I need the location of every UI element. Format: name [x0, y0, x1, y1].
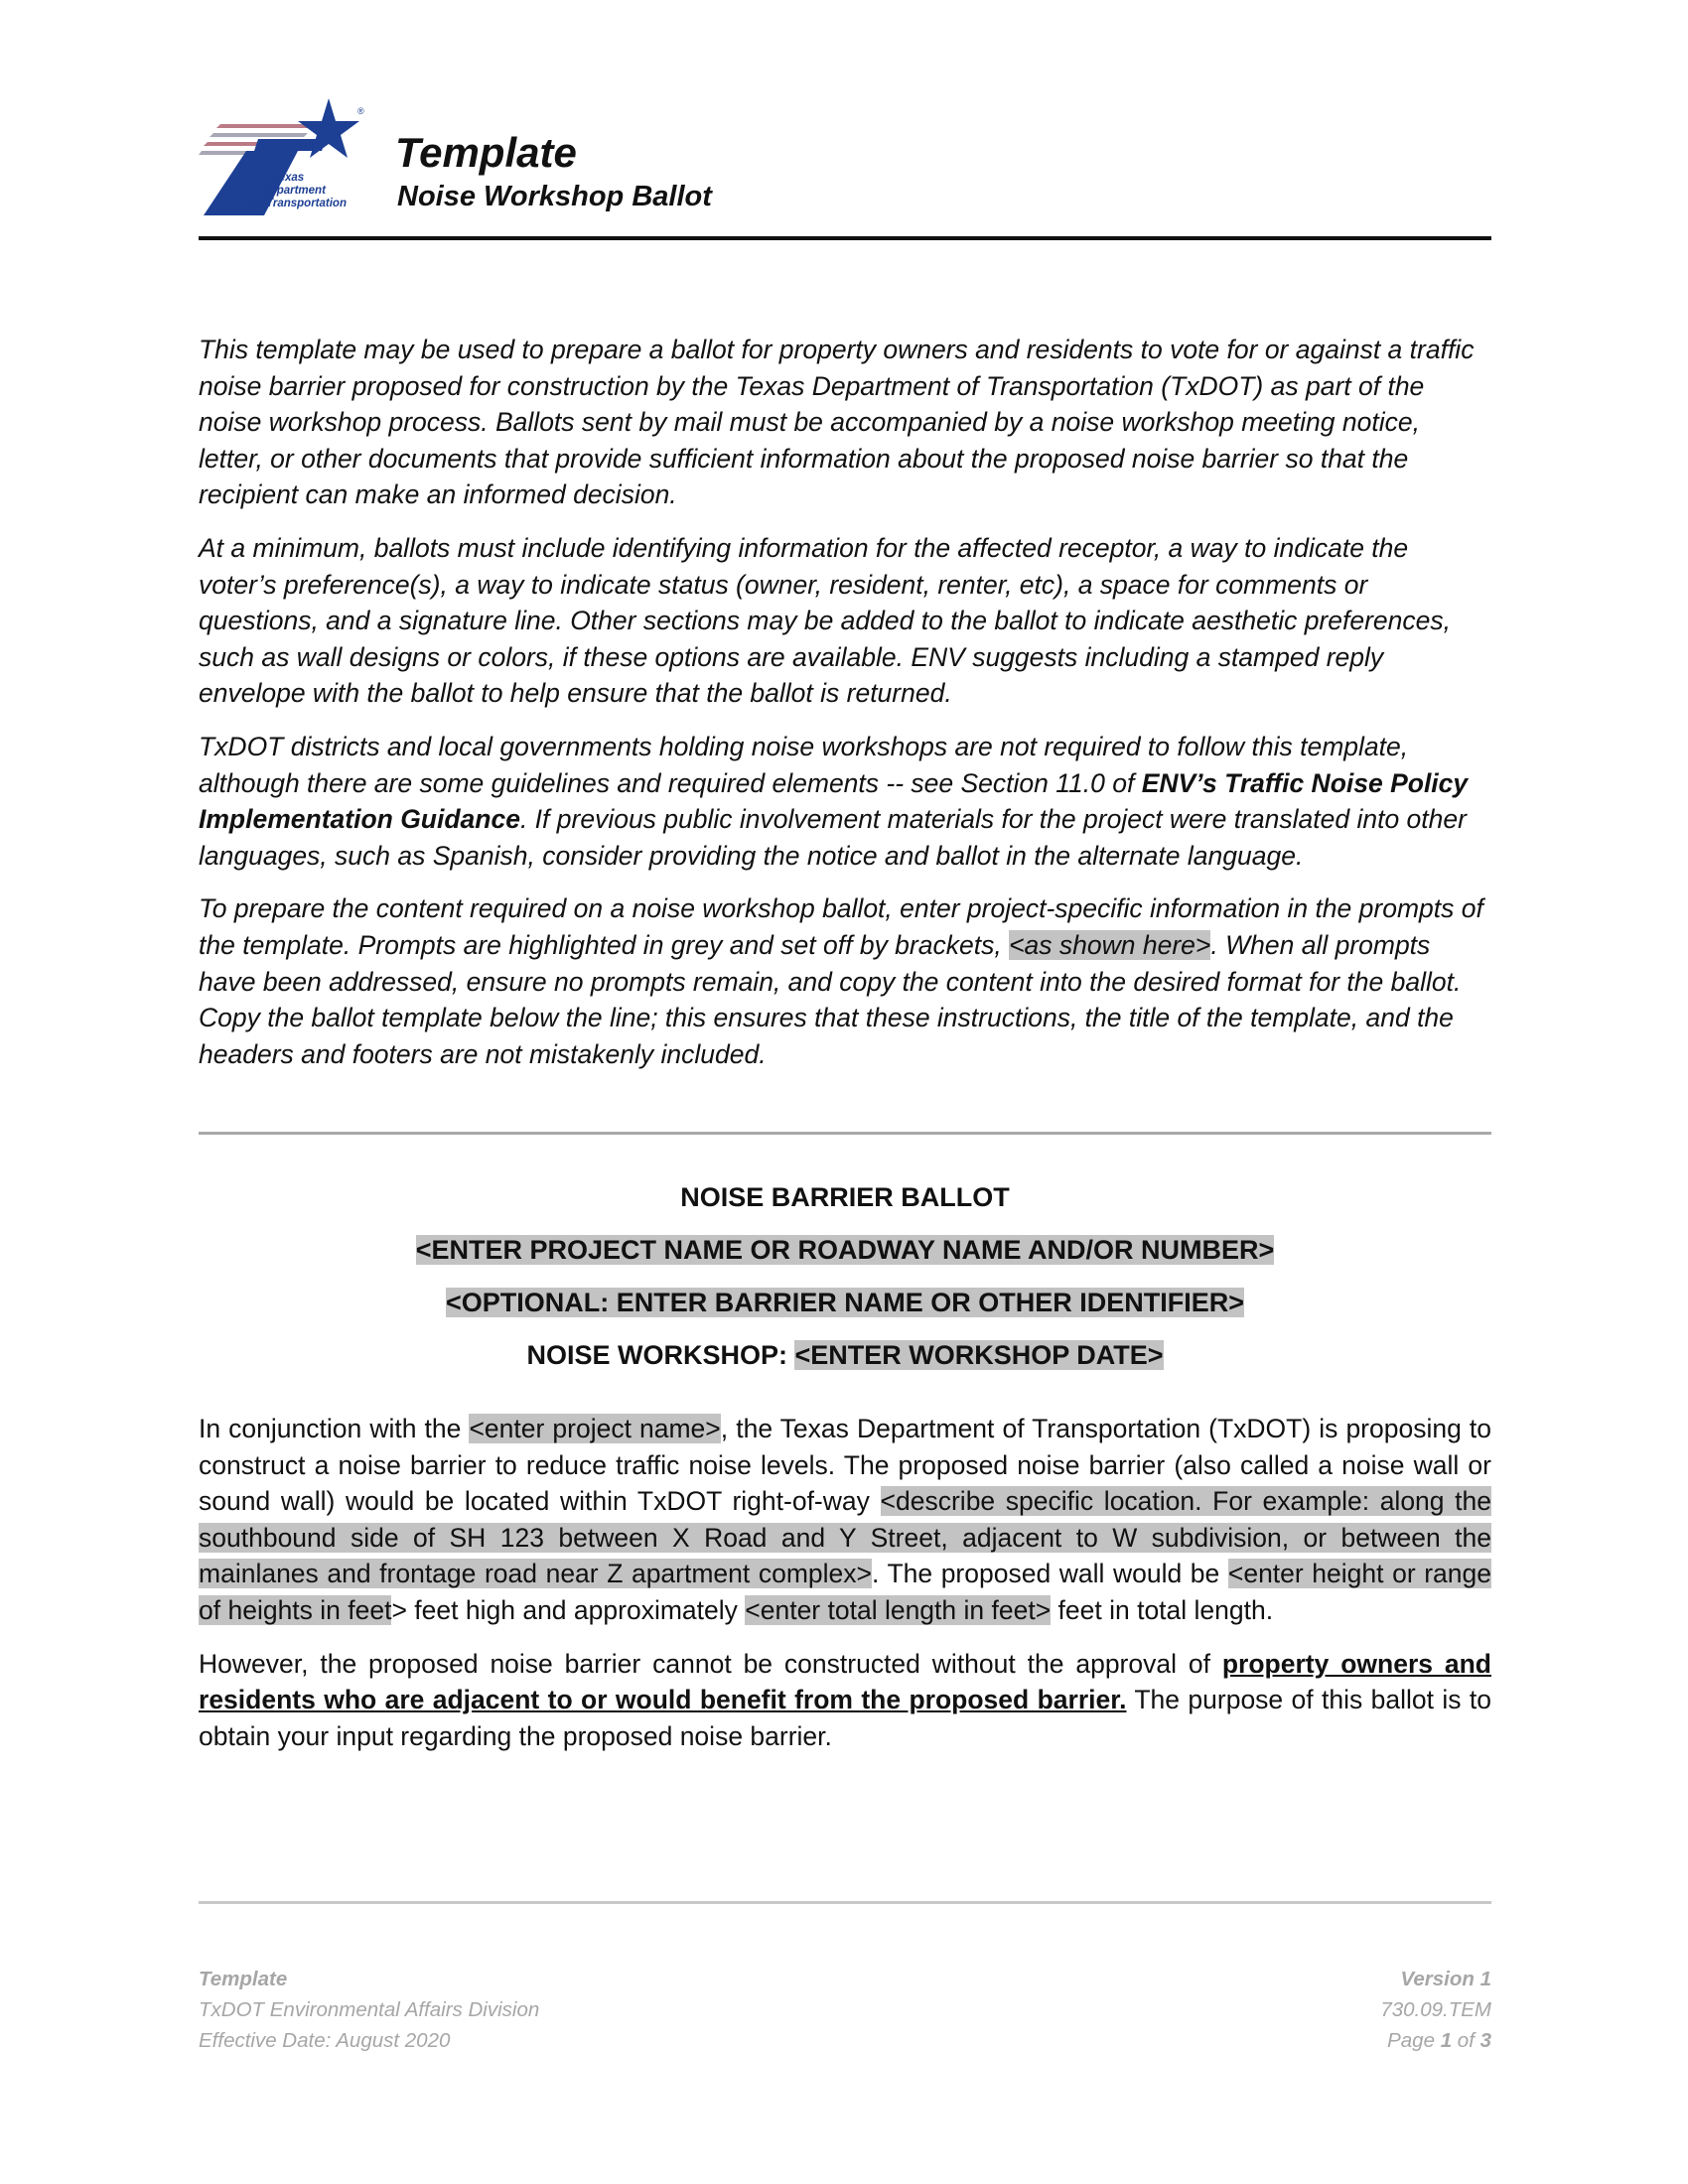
instructions-section [199, 332, 1491, 1089]
workshop-date-line [199, 1337, 1491, 1390]
text-run: > feet high and approximately [391, 1594, 746, 1625]
logo-text-line: Texas [272, 172, 305, 184]
prompt-text: <ENTER WORKSHOP DATE> [794, 1340, 1164, 1370]
logo-text-line: of Transportation [252, 198, 347, 209]
text-run: To prepare the content required on a noise workshop ballot, enter project-specific information in the prompts of the template. Prompts are highlighted in grey and set off by brackets, [199, 893, 1483, 960]
page-subtitle: Noise Workshop Ballot [397, 181, 712, 212]
footer-right [1380, 1964, 1491, 2056]
header-divider [199, 236, 1491, 240]
total-pages: 3 [1479, 2029, 1491, 2052]
footer-version: Version 1 [1400, 1968, 1491, 1990]
text-run: The purpose of this ballot is to obtain your input regarding the proposed noise barrier. [199, 1685, 1491, 1751]
page-title: Template [395, 129, 577, 176]
prompt-text: <enter project name> [469, 1414, 721, 1443]
footer-left [199, 1964, 539, 2056]
instructions-paragraph [199, 890, 1491, 1072]
footer-page-number [1380, 2025, 1491, 2056]
text-run: However, the proposed noise barrier cannot be constructed without the approval of [199, 1648, 1222, 1679]
text-run: feet in total length. [1051, 1594, 1274, 1625]
text-run: . The proposed wall would be [872, 1559, 1228, 1589]
footer-effective-date: Effective Date: August 2020 [199, 2029, 451, 2052]
prompt-text: <describe specific location. For example: along the southbound side of SH 123 between X Road and Y Street, adjacent to W subdivision, or between the mainlanes and frontage road near Z apartment complex> [199, 1486, 1492, 1589]
text-run: . If previous public involvement materials for the project were translated into other languages, such as Spanish, consider providing the notice and ballot in the alternate language. [199, 804, 1467, 871]
current-page: 1 [1440, 2029, 1453, 2052]
text-run: Page [1387, 2029, 1441, 2052]
barrier-name-prompt [199, 1285, 1491, 1337]
emphasis-text: property owners and residents who are adjacent to or would benefit from the proposed barrier. [199, 1648, 1491, 1715]
text-run: TxDOT districts and local governments holding noise workshops are not required to follow this template, although there are some guidelines and required elements -- see Section 11.0 of [199, 731, 1409, 798]
text-run: , the Texas Department of Transportation (TxDOT) is proposing to construct a noise barrier to reduce traffic noise levels. The proposed noise barrier (also called a noise wall or sound wall) would be located within TxDOT right-of-way [199, 1414, 1492, 1517]
text-run: of [1452, 2029, 1480, 2052]
footer-division: TxDOT Environmental Affairs Division [199, 1998, 540, 2021]
document-header [199, 91, 1491, 240]
project-name-prompt [199, 1232, 1491, 1285]
prompt-text: <ENTER PROJECT NAME OR ROADWAY NAME AND/OR NUMBER> [415, 1235, 1275, 1265]
instructions-paragraph [199, 729, 1491, 874]
workshop-label: NOISE WORKSHOP: [526, 1340, 795, 1370]
guidance-reference: ENV’s Traffic Noise Policy Implementation Guidance [199, 767, 1469, 835]
text-run: In conjunction with the [199, 1414, 470, 1443]
footer-divider [199, 1901, 1491, 1904]
ballot-header-section [199, 1179, 1491, 1390]
instructions-paragraph: This template may be used to prepare a ballot for property owners and residents to vote for or against a traffic noise barrier proposed for construction by the Texas Department of Transportation (TxDOT) as part of the noise workshop process. Ballots sent by mail must be accompanied by a noise workshop meeting notice, letter, or other documents that provide sufficient information about the proposed noise barrier so that the recipient can make an informed decision. [199, 335, 1475, 510]
ballot-paragraph [199, 1646, 1491, 1755]
prompt-text: <enter height or range of heights in feet [199, 1559, 1491, 1625]
ballot-body [199, 1411, 1491, 1771]
instructions-paragraph: At a minimum, ballots must include identifying information for the affected receptor, a way to indicate the voter’s preference(s), a way to indicate status (owner, resident, renter, etc), a space for comments or questions, and a signature line. Other sections may be added to the ballot to indicate aesthetic preferences, such as wall designs or colors, if these options are available. ENV suggests including a stamped reply envelope with the ballot to help ensure that the ballot is returned. [199, 532, 1452, 709]
footer-template-label: Template [199, 1968, 288, 1990]
prompt-text: <OPTIONAL: ENTER BARRIER NAME OR OTHER IDENTIFIER> [445, 1288, 1245, 1317]
prompt-text: <enter total length in feet> [745, 1594, 1052, 1625]
text-run: . When all prompts have been addressed, ensure no prompts remain, and copy the content into the desired format for the ballot. Copy the ballot template below the line; this ensures that these instructions, the title of the template, and the headers and footers are not mistakenly included. [199, 929, 1462, 1069]
ballot-paragraph [199, 1411, 1491, 1629]
prompt-example: <as shown here> [1009, 929, 1211, 960]
ballot-heading: NOISE BARRIER BALLOT [680, 1182, 1010, 1212]
footer-doc-number: 730.09.TEM [1380, 1998, 1491, 2021]
registered-mark: ® [357, 106, 364, 116]
logo-text-line: Department [262, 185, 326, 197]
txdot-logo [199, 91, 367, 220]
section-divider [199, 1132, 1491, 1135]
